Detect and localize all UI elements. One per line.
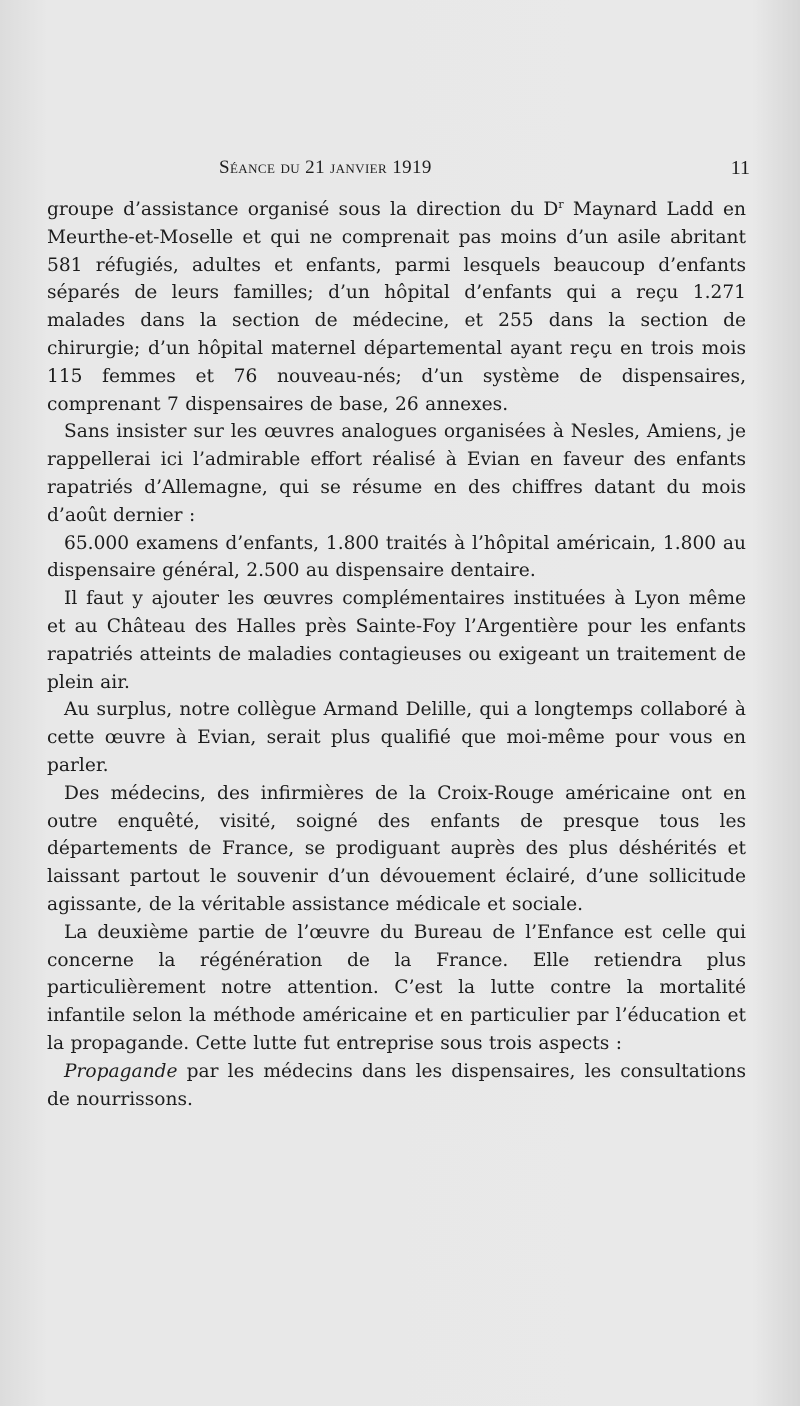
body-text [47, 196, 746, 1113]
page-number: 11 [730, 157, 750, 179]
paragraph: Il faut y ajouter les œuvres complémentaires instituées à Lyon même et au Château des Halles près Sainte-Foy l’Argentière pour les enfants rapatriés atteints de maladies contagieuses ou exigeant un traitement de plein air. [47, 588, 746, 693]
paragraph [47, 196, 746, 418]
paragraph [47, 1058, 746, 1114]
paragraph: La deuxième partie de l’œuvre du Bureau de l’Enfance est celle qui concerne la régénération de la France. Elle retiendra plus particulièrement notre attention. C’est la lutte contre la mortalité infantile selon la méthode américaine et en particulier par l’éducation et la propagande. Cette lutte fut entreprise sous trois aspects : [47, 921, 746, 1054]
italic-term: Propagande [64, 1060, 178, 1082]
paragraph: Des médecins, des infirmières de la Croix-Rouge américaine ont en outre enquêté, visité, soigné des enfants de presque tous les départements de France, se prodiguant auprès des plus déshérités et laissant partout le souvenir d’un dévouement éclairé, d’une sollicitude agissante, de la véritable assistance médicale et sociale. [47, 782, 746, 915]
paragraph: Sans insister sur les œuvres analogues organisées à Nesles, Amiens, je rappellerai ici l’admirable effort réalisé à Evian en faveur des enfants rapatriés d’Allemagne, qui se résume en des chiffres datant du mois d’août dernier : [47, 421, 746, 526]
page-header [0, 157, 800, 183]
paragraph-text: Maynard Ladd en Meurthe-et-Moselle et qui ne comprenait pas moins d’un asile abritant 581 réfugiés, adultes et enfants, parmi lesquels beaucoup d’enfants séparés de leurs familles; d’un hôpital d’enfants qui a reçu 1.271 malades dans la section de médecine, et 255 dans la section de chirurgie; d’un hôpital maternel départemental ayant reçu en trois mois 115 femmes et 76 nouveau-nés; d’un système de dispensaires, comprenant 7 dispensaires de base, 26 annexes. [47, 199, 746, 415]
paragraph: Au surplus, notre collègue Armand Delille, qui a longtemps collaboré à cette œuvre à Evian, serait plus qualifié que moi-même pour vous en parler. [47, 699, 746, 776]
superscript: r [558, 197, 564, 211]
paragraph-text: groupe d’assistance organisé sous la direction du D [47, 199, 559, 220]
paragraph: 65.000 examens d’enfants, 1.800 traités à l’hôpital américain, 1.800 au dispensaire général, 2.500 au dispensaire dentaire. [47, 532, 746, 582]
running-head: Séance du 21 janvier 1919 [219, 157, 432, 178]
paragraph-text: par les médecins dans les dispensaires, les consultations de nourrissons. [47, 1060, 746, 1110]
